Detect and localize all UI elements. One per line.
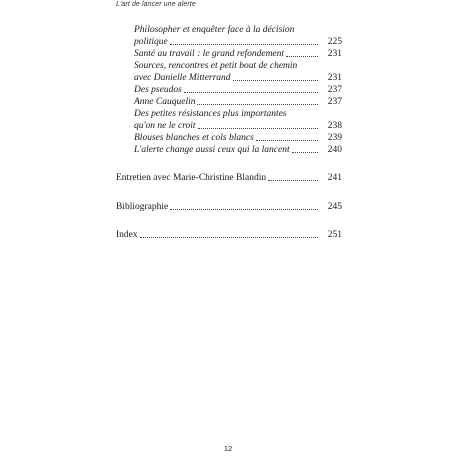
toc-entry-page: 245 xyxy=(327,202,342,212)
toc-entry-title-line: Des petites résistances plus importantes xyxy=(134,109,287,119)
toc-main-entry xyxy=(116,201,342,213)
toc-entry xyxy=(134,96,342,108)
dot-leader xyxy=(292,152,318,153)
dot-leader xyxy=(197,104,318,105)
toc-entry-title: L'alerte change aussi ceux qui la lancent xyxy=(134,145,290,155)
toc-entry-title: Entretien avec Marie-Christine Blandin xyxy=(116,173,267,183)
toc-entry-title: Blouses blanches et cols blancs xyxy=(134,133,254,143)
running-header: L'art de lancer une alerte xyxy=(116,1,196,8)
toc-entry-page: 240 xyxy=(327,145,342,155)
toc-entry-title: Anne Cauquelin xyxy=(134,97,196,107)
toc-entry xyxy=(134,24,342,48)
toc-entry-page: 231 xyxy=(327,49,342,59)
dot-leader xyxy=(268,180,318,181)
toc-entry-title: politique xyxy=(134,37,168,47)
toc-entry-page: 231 xyxy=(327,73,342,83)
toc-entry-page: 239 xyxy=(327,133,342,143)
toc-entry-title: Index xyxy=(116,230,138,240)
toc-entry-page: 241 xyxy=(327,173,342,183)
toc-entry-page: 251 xyxy=(327,230,342,240)
page-number: 12 xyxy=(223,444,233,453)
dot-leader xyxy=(184,92,318,93)
dot-leader xyxy=(286,56,318,57)
dot-leader xyxy=(233,80,318,81)
dot-leader xyxy=(198,128,318,129)
toc-entry xyxy=(134,108,342,132)
toc-entry-title-line: Sources, rencontres et petit bout de chemin xyxy=(134,61,298,71)
toc-entry xyxy=(134,84,342,96)
dot-leader xyxy=(256,140,318,141)
dot-leader xyxy=(140,237,318,238)
toc-main-entry xyxy=(116,229,342,241)
toc-entry-title: Des pseudos xyxy=(134,85,182,95)
toc-entry xyxy=(134,48,342,60)
toc-entry-page: 225 xyxy=(327,37,342,47)
dot-leader xyxy=(170,209,318,210)
toc-entry-title: qu'on ne le croit xyxy=(134,121,196,131)
toc-entry-page: 237 xyxy=(327,85,342,95)
toc-entry xyxy=(134,132,342,144)
toc-entry-title: Bibliographie xyxy=(116,202,169,212)
toc-entry xyxy=(134,60,342,84)
toc-entry xyxy=(134,144,342,156)
toc-main-entry xyxy=(116,172,342,184)
toc-entry-title: Santé au travail : le grand refondement xyxy=(134,49,285,59)
toc-entry-page: 238 xyxy=(327,121,342,131)
toc-entry-page: 237 xyxy=(327,97,342,107)
toc-entry-title: avec Danielle Mitterrand xyxy=(134,73,231,83)
toc-entry-title-line: Philosopher et enquêter face à la décision xyxy=(134,25,295,35)
dot-leader xyxy=(170,44,318,45)
